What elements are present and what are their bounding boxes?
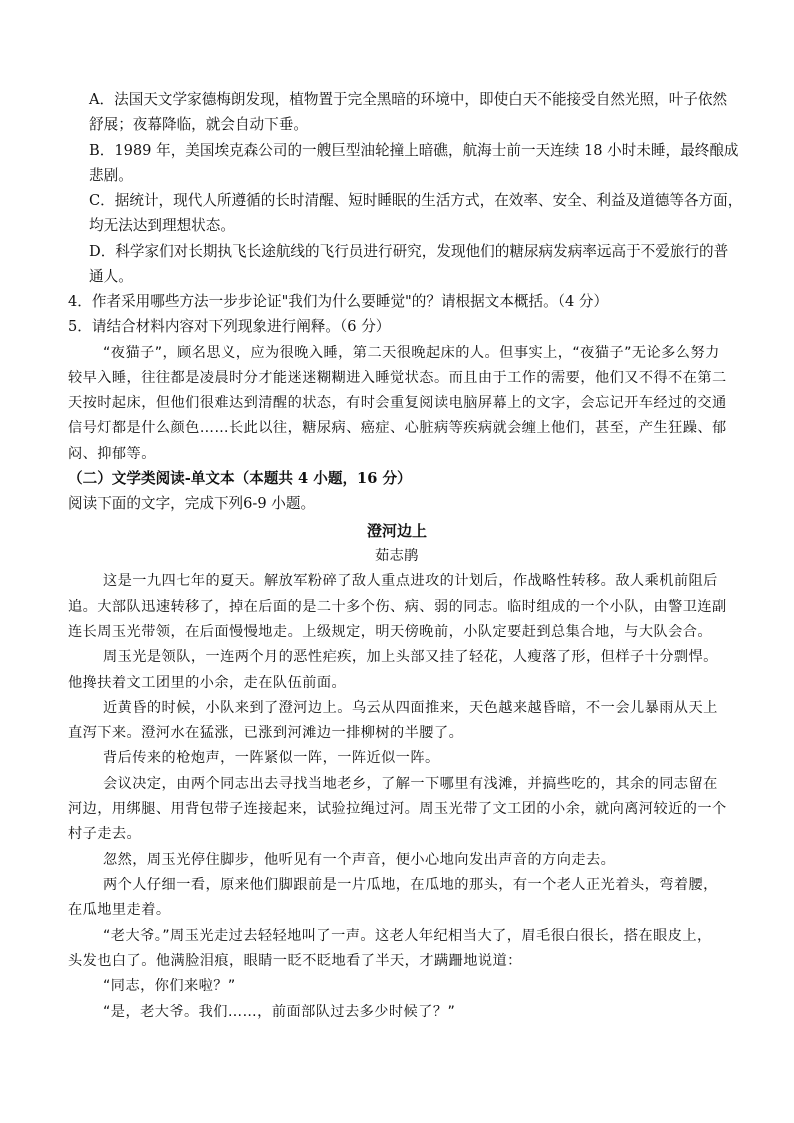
q3-option-a-line-1: A．法国天文学家德梅朗发现，植物置于完全黑暗的环境中，即使白天不能接受自然光照，叶子依然	[89, 91, 728, 108]
story-line: 追。大部队迅速转移了，掉在后面的是二十多个伤、病、弱的同志。临时组成的一个小队，由警卫连副	[68, 599, 727, 615]
story-line: 在瓜地里走着。	[68, 902, 171, 918]
q5-material-line-1: “夜猫子”，顾名思义，应为很晚入睡，第二天很晚起床的人。但事实上，“夜猫子”无论多么努力	[103, 345, 720, 361]
story-line: “是，老大爷。我们……，前面部队过去多少时候了？”	[103, 1004, 456, 1020]
story-line: 头发也白了。他满脸泪痕，眼睛一眨不眨地看了半天，才蹒跚地说道：	[68, 953, 522, 969]
story-line: 这是一九四七年的夏天。解放军粉碎了敌人重点进攻的计划后，作战略性转移。敌人乘机前阻后	[103, 573, 718, 589]
q5-material-line-2: 较早入睡，往往都是凌晨时分才能迷迷糊糊进入睡觉状态。而且由于工作的需要，他们又不得不在第二	[68, 370, 727, 386]
story-line: “同志，你们来啦？”	[103, 978, 236, 994]
question-5: 5．请结合材料内容对下列现象进行阐释。（6 分）	[68, 318, 391, 335]
story-line: “老大爷。”周玉光走过去轻轻地叫了一声。这老人年纪相当大了，眉毛很白很长，搭在眼皮上，	[103, 928, 712, 944]
story-line: 背后传来的枪炮声，一阵紧似一阵，一阵近似一阵。	[103, 750, 440, 766]
q3-option-c-line-1: C．据统计，现代人所遵循的长时清醒、短时睡眠的生活方式，在效率、安全、利益及道德等各方面，	[89, 192, 743, 209]
story-line: 忽然，周玉光停住脚步，他听见有一个声音，便小心地向发出声音的方向走去。	[103, 852, 616, 868]
story-line: 会议决定，由两个同志出去寻找当地老乡，了解一下哪里有浅滩，并搞些吃的，其余的同志留在	[103, 776, 718, 792]
q5-material-line-4: 信号灯都是什么颜色……长此以往，糖尿病、癌症、心脏病等疾病就会缠上他们，甚至，产生狂躁、郁	[68, 420, 727, 436]
story-line: 连长周玉光带领，在后面慢慢地走。上级规定，明天傍晚前，小队定要赶到总集合地，与大队会合。	[68, 624, 713, 640]
q3-option-b-line-1: B．1989 年，美国埃克森公司的一艘巨型油轮撞上暗礁，航海士前一天连续 18 小时未睡，最终酿成	[89, 142, 739, 159]
story-line: 河边，用绑腿、用背包带子连接起来，试验拉绳过河。周玉光带了文工团的小余，就向离河较近的一个	[68, 801, 727, 817]
story-title: 澄河边上	[366, 522, 427, 540]
story-line: 周玉光是领队，一连两个月的恶性疟疾，加上头部又挂了轻花，人瘦落了形，但样子十分剽悍。	[103, 649, 718, 665]
story-line: 直泻下来。澄河水在猛涨，已涨到河滩边一排柳树的半腰了。	[68, 725, 464, 741]
q3-option-c-line-2: 均无法达到理想状态。	[89, 217, 235, 234]
section-2-heading: （二）文学类阅读-单文本（本题共 4 小题，16 分）	[68, 470, 412, 487]
q3-option-a-line-2: 舒展；夜幕降临，就会自动下垂。	[89, 116, 308, 133]
q3-option-b-line-2: 悲剧。	[89, 167, 133, 184]
q3-option-d-line-2: 通人。	[89, 268, 133, 285]
story-line: 近黄昏的时候，小队来到了澄河边上。乌云从四面推来，天色越来越昏暗，不一会儿暴雨从天上	[103, 700, 718, 716]
question-4: 4．作者采用哪些方法一步步论证"我们为什么要睡觉"的？请根据文本概括。（4 分）	[68, 293, 609, 310]
q5-material-line-3: 天按时起床，但他们很难达到清醒的状态，有时会重复阅读电脑屏幕上的文字，会忘记开车经过的交通	[68, 395, 727, 411]
story-author: 茹志鹃	[375, 548, 419, 564]
q3-option-d-line-1: D．科学家们对长期执飞长途航线的飞行员进行研究，发现他们的糖尿病发病率远高于不爱旅行的普	[89, 243, 729, 260]
q5-material-line-5: 闷、抑郁等。	[68, 446, 156, 462]
story-line: 他搀扶着文工团里的小余，走在队伍前面。	[68, 675, 347, 691]
story-line: 两个人仔细一看，原来他们脚跟前是一片瓜地，在瓜地的那头，有一个老人正光着头，弯着腰，	[103, 877, 718, 893]
story-line: 村子走去。	[68, 826, 142, 842]
section-2-intro: 阅读下面的文字，完成下列6-9 小题。	[68, 495, 316, 512]
